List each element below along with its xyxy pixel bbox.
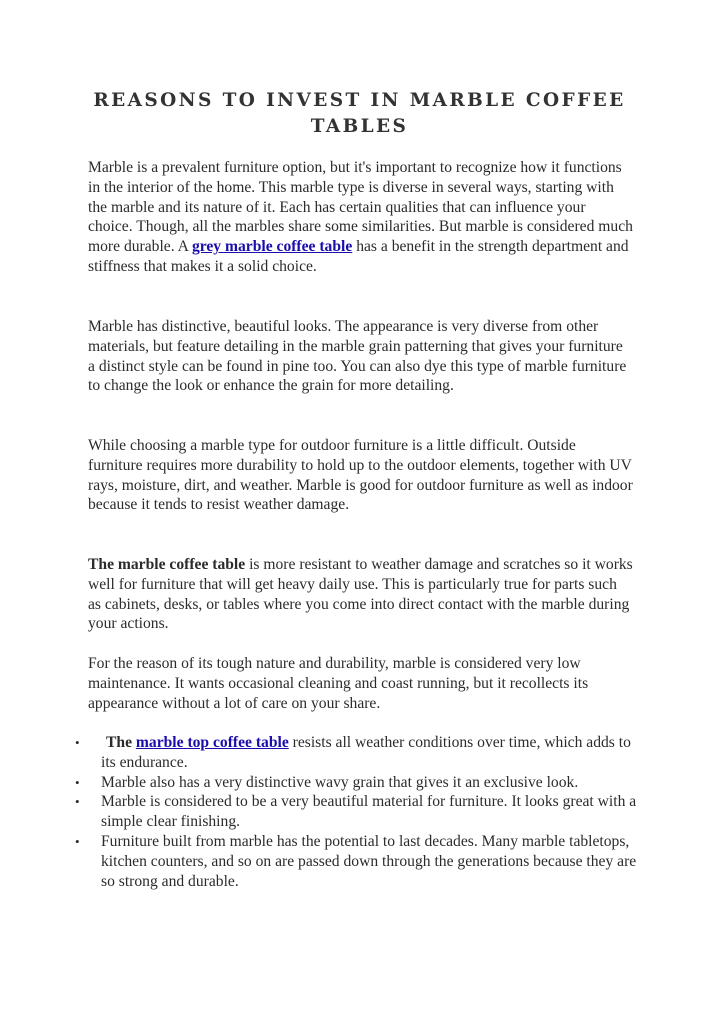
list-item xyxy=(72,773,637,793)
paragraph-resistance xyxy=(88,555,633,634)
list-item-text: Marble is considered to be a very beautiful material for furniture. It looks great with a simple clear finishing. xyxy=(101,793,637,831)
paragraph-outdoor: While choosing a marble type for outdoor furniture is a little difficult. Outside furniture requires more durability to hold up to the outdoor elements, together with UV rays, moisture, dirt, and weather. Marble is good for outdoor furniture as well as indoor because it tends to resist weather damage. xyxy=(88,437,633,514)
marble-top-coffee-table-link[interactable]: marble top coffee table xyxy=(135,734,289,751)
list-item-text: Furniture built from marble has the potential to last decades. Many marble tabletops, kitchen counters, and so on are passed down through the generations because they are so strong and durable. xyxy=(101,832,637,890)
list-item xyxy=(72,792,637,832)
paragraph-resistance-bold: The marble coffee table xyxy=(88,556,246,573)
list-item xyxy=(72,733,637,773)
bullet-icon: • xyxy=(75,833,80,849)
paragraph-looks: Marble has distinctive, beautiful looks. The appearance is very diverse from other materials, but feature detailing in the marble grain patterning that gives your furniture a distinct style can be found in pine too. You can also dye this type of marble furniture to change the look or enhance the grain for more detailing. xyxy=(88,318,627,395)
list-item xyxy=(72,832,637,891)
paragraph-intro xyxy=(88,158,633,277)
bullet-icon: • xyxy=(75,774,80,790)
list-item-text: resists all weather conditions over time, which adds to its endurance. xyxy=(101,734,631,771)
paragraph-resistance-text: is more resistant to weather damage and scratches so it works well for furniture that will get heavy daily use. This is particularly true for parts such as cabinets, desks, or tables where you come into direct contact with the marble during your actions. xyxy=(88,556,633,633)
benefits-list xyxy=(72,733,637,891)
paragraph-intro-text-after: has a benefit in the strength department and stiffness that makes it a solid choice. xyxy=(88,238,629,275)
grey-marble-coffee-table-link[interactable]: grey marble coffee table xyxy=(191,238,353,256)
paragraph-maintenance: For the reason of its tough nature and durability, marble is considered very low maintenance. It wants occasional cleaning and coast running, but it recollects its appearance without a lot of care on your share. xyxy=(88,655,589,712)
list-item-bold: The xyxy=(106,734,132,751)
page-title: REASONS TO INVEST IN MARBLE COFFEE TABLES xyxy=(93,90,626,137)
bullet-icon: • xyxy=(75,735,80,750)
bullet-icon: • xyxy=(75,794,80,810)
list-item-text: Marble also has a very distinctive wavy grain that gives it an exclusive look. xyxy=(101,773,579,791)
paragraph-intro-text-before: Marble is a prevalent furniture option, but it's important to recognize how it functions in the interior of the home. This marble type is diverse in several ways, starting with the marble and its nature of it. Each has certain qualities that can influence your choice. Though, all the marbles share some similarities. But marble is considered much more durable. A xyxy=(88,159,633,256)
